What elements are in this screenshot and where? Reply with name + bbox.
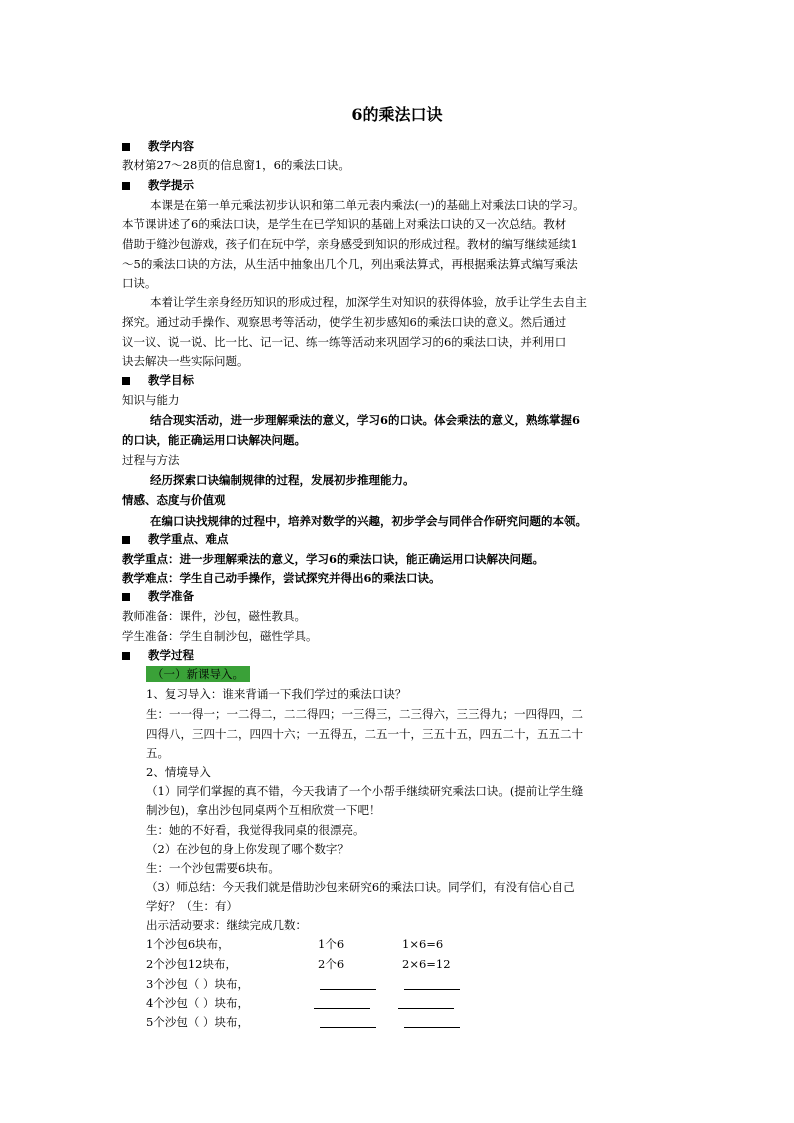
goal-subheading: 情感、态度与价值观 xyxy=(122,493,226,507)
process-text: 四得八，三四十二，四四十六；一五得五，二五一十，三五十五，四五二十，五五二十 xyxy=(146,727,583,741)
goal-text: 经历探索口诀编制规律的过程，发展初步推理能力。 xyxy=(150,473,415,487)
tips-line: 本节课讲述了6的乘法口诀，是学生在已学知识的基础上对乘法口诀的又一次总结。教材 xyxy=(122,217,567,231)
tips-line: 本着让学生亲身经历知识的形成过程，加深学生对知识的获得体验，放手让学生去自主 xyxy=(150,295,587,309)
square-bullet-icon xyxy=(122,377,130,385)
activity-row-col2: 1个6 xyxy=(318,937,345,951)
square-bullet-icon xyxy=(122,143,130,151)
process-text: （1）同学们掌握的真不错，今天我请了一个小帮手继续研究乘法口诀。(提前让学生缝 xyxy=(146,784,584,798)
answer-blank xyxy=(320,1014,376,1032)
goal-text: 在编口诀找规律的过程中，培养对数学的兴趣，初步学会与同伴合作研究问题的本领。 xyxy=(150,514,587,528)
activity-row-col1: 2个沙包12块布， xyxy=(146,957,237,971)
process-text: 学好？（生：有） xyxy=(146,899,238,913)
activity-row-col1: 5个沙包（ ）块布， xyxy=(146,1015,249,1029)
answer-blank xyxy=(314,995,370,1013)
activity-row-col1: 3个沙包（ ）块布， xyxy=(146,977,249,991)
answer-blank xyxy=(398,995,454,1013)
content-text: 教材第27～28页的信息窗1，6的乘法口诀。 xyxy=(122,158,350,172)
tips-line: 借助于缝沙包游戏，孩子们在玩中学，亲身感受到知识的形成过程。教材的编写继续延续1 xyxy=(122,237,578,251)
square-bullet-icon xyxy=(122,536,130,544)
process-text: 出示活动要求：继续完成几数： xyxy=(146,918,307,932)
page-title: 6的乘法口诀 xyxy=(351,105,443,124)
tips-line: ～5的乘法口诀的方法，从生活中抽象出几个几，列出乘法算式，再根据乘法算式编写乘法 xyxy=(122,257,578,271)
square-bullet-icon xyxy=(122,182,130,190)
student-prep-text: 学生准备：学生自制沙包，磁性学具。 xyxy=(122,629,318,643)
activity-row-col3: 2×6=12 xyxy=(402,957,451,971)
difficulty-text: 教学难点：学生自己动手操作，尝试探究并得出6的乘法口诀。 xyxy=(122,571,441,585)
process-text: 生：一个沙包需要6块布。 xyxy=(146,861,280,875)
process-text: 五。 xyxy=(146,746,169,760)
tips-line: 议一议、说一说、比一比、记一记、练一练等活动来巩固学习的6的乘法口诀，并利用口 xyxy=(122,335,567,349)
key-point-text: 教学重点：进一步理解乘法的意义，学习6的乘法口诀，能正确运用口诀解决问题。 xyxy=(122,552,544,566)
section-heading-key-points: 教学重点、难点 xyxy=(122,531,229,547)
tips-line: 本课是在第一单元乘法初步认识和第二单元表内乘法(一)的基础上对乘法口诀的学习。 xyxy=(150,198,585,212)
process-text: 生：她的不好看，我觉得我同桌的很漂亮。 xyxy=(146,823,365,837)
activity-row-col1: 1个沙包6块布， xyxy=(146,937,230,951)
activity-row-col2: 2个6 xyxy=(318,957,345,971)
goal-text: 的口诀，能正确运用口诀解决问题。 xyxy=(122,433,306,447)
section-heading-process: 教学过程 xyxy=(122,647,194,663)
process-text: 生：一一得一；一二得二，二二得四；一三得三，二三得六，三三得九；一四得四，二 xyxy=(146,707,583,721)
answer-blank xyxy=(320,976,376,994)
process-text: （2）在沙包的身上你发现了哪个数字？ xyxy=(146,842,349,856)
section-heading-tips: 教学提示 xyxy=(122,177,194,193)
section-heading-content: 教学内容 xyxy=(122,138,194,154)
activity-row-col1: 4个沙包（ ）块布， xyxy=(146,996,249,1010)
tips-line: 口诀。 xyxy=(122,276,157,290)
answer-blank xyxy=(404,1014,460,1032)
goal-subheading: 过程与方法 xyxy=(122,453,180,467)
process-text: （3）师总结：今天我们就是借助沙包来研究6的乘法口诀。同学们，有没有信心自己 xyxy=(146,880,575,894)
tips-line: 探究。通过动手操作、观察思考等活动，使学生初步感知6的乘法口诀的意义。然后通过 xyxy=(122,315,567,329)
square-bullet-icon xyxy=(122,652,130,660)
goal-subheading: 知识与能力 xyxy=(122,393,180,407)
square-bullet-icon xyxy=(122,593,130,601)
answer-blank xyxy=(404,976,460,994)
tips-line: 诀去解决一些实际问题。 xyxy=(122,354,249,368)
highlight-tag: （一）新课导入。 xyxy=(146,666,250,682)
process-text: 制沙包)，拿出沙包同桌两个互相欣赏一下吧！ xyxy=(146,803,381,817)
activity-row-col3: 1×6=6 xyxy=(402,937,444,951)
section-heading-goals: 教学目标 xyxy=(122,372,194,388)
process-text: 2、情境导入 xyxy=(146,765,211,779)
process-text: 1、复习导入：谁来背诵一下我们学过的乘法口诀？ xyxy=(146,687,407,701)
section-heading-preparation: 教学准备 xyxy=(122,588,194,604)
teacher-prep-text: 教师准备：课件，沙包，磁性教具。 xyxy=(122,609,306,623)
goal-text: 结合现实活动，进一步理解乘法的意义，学习6的口诀。体会乘法的意义，熟练掌握6 xyxy=(150,413,580,427)
